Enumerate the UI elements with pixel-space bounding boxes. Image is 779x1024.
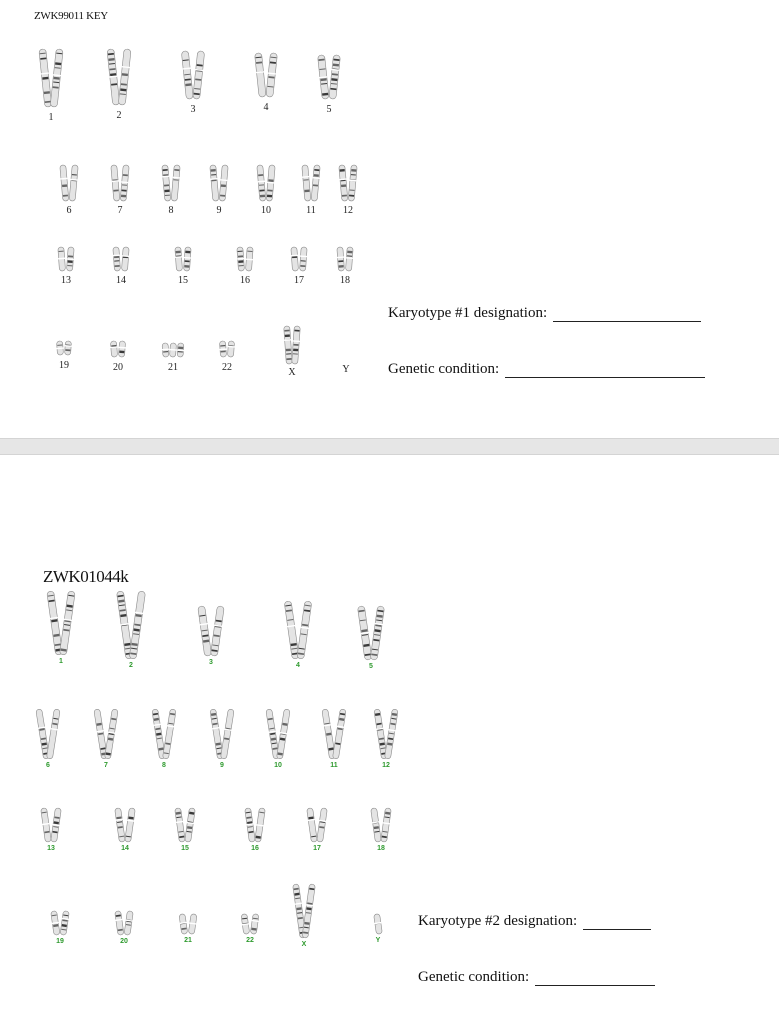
key-chromosome-pair-18 [332,246,358,272]
key-chromosome-21 [158,342,188,373]
sheet2-chromosome-3 [192,605,230,666]
key-sheet-title: ZWK99011 KEY [34,10,108,22]
sheet2-chromosome-17 [302,807,332,852]
key-chromosome-label: 20 [113,362,123,373]
key-chromosome-label: 18 [340,275,350,286]
key-chromosome-label: 10 [261,205,271,216]
sheet2-chromosome-pair-6 [32,708,64,760]
key-chromosome-pair-x [280,325,304,365]
key-chromosome-18 [332,246,358,286]
key-chromosome-label: 1 [48,112,54,123]
key-chromosome-label: 16 [240,275,250,286]
key-chromosome-17 [286,246,312,286]
sheet2-chromosome-13 [36,807,66,852]
sheet-2-title: ZWK01044k [43,567,129,586]
key-chromosome-label: 19 [59,360,69,371]
key-chromosome-8 [157,164,185,216]
condition-label-1: Genetic condition: [388,361,500,377]
sheet2-chromosome-pair-y [370,913,386,935]
sheet2-chromosome-11 [318,708,350,769]
key-chromosome-4 [249,52,283,113]
sheet2-chromosome-pair-19 [46,910,74,936]
sheet2-chromosome-label: 1 [59,658,63,665]
sheet2-chromosome-label: 8 [162,762,166,769]
key-chromosome-pair-y [336,340,356,358]
key-chromosome-label: Y [342,364,350,375]
key-chromosome-pair-2 [102,48,136,106]
key-chromosome-pair-16 [232,246,258,272]
sheet2-chromosome-label: 11 [330,762,338,769]
sheet2-chromosome-pair-20 [110,910,138,936]
sheet2-chromosome-label: 7 [104,762,108,769]
key-chromosome-14 [108,246,134,286]
condition-blank-2[interactable] [535,971,655,986]
sheet2-chromosome-label: 20 [120,938,128,945]
sheet2-chromosome-2 [112,590,150,669]
sheet2-chromosome-label: 13 [47,845,55,852]
key-chromosome-label: 3 [190,104,196,115]
key-chromosome-3 [176,50,210,115]
key-chromosome-9 [205,164,233,216]
sheet2-chromosome-pair-5 [352,605,390,661]
designation-line-1 [388,305,701,322]
key-chromosome-label: 6 [66,205,72,216]
page-separator [0,438,779,455]
sheet2-chromosome-label: 19 [56,938,64,945]
sheet2-chromosome-label: 9 [220,762,224,769]
key-chromosome-label: 11 [306,205,316,216]
sheet2-chromosome-pair-10 [262,708,294,760]
sheet2-chromosome-label: 6 [46,762,50,769]
sheet2-chromosome-pair-13 [36,807,66,843]
key-chromosome-label: 14 [116,275,126,286]
sheet2-chromosome-label: 15 [181,845,189,852]
sheet2-chromosome-label: 3 [209,659,213,666]
condition-blank-1[interactable] [505,363,705,378]
sheet2-chromosome-label: 5 [369,663,373,670]
key-chromosome-pair-5 [312,54,346,100]
key-chromosome-pair-22 [215,340,239,358]
key-chromosome-pair-13 [53,246,79,272]
designation-blank-2[interactable] [583,915,651,930]
key-chromosome-label: 2 [116,110,122,121]
key-chromosome-15 [170,246,196,286]
key-chromosome-pair-8 [157,164,185,202]
key-chromosome-12 [334,164,362,216]
sheet2-chromosome-label: 2 [129,662,133,669]
key-chromosome-pair-12 [334,164,362,202]
sheet2-chromosome-label: 10 [274,762,282,769]
sheet2-chromosome-pair-18 [366,807,396,843]
sheet2-chromosome-15 [170,807,200,852]
condition-line-1 [388,361,705,378]
key-chromosome-label: 12 [343,205,353,216]
key-chromosome-label: 21 [168,362,178,373]
sheet2-chromosome-7 [90,708,122,769]
key-chromosome-5 [312,54,346,115]
sheet2-chromosome-pair-15 [170,807,200,843]
sheet2-chromosome-pair-x [290,883,318,939]
sheet2-chromosome-pair-11 [318,708,350,760]
key-chromosome-6 [55,164,83,216]
sheet2-chromosome-label: 17 [313,845,321,852]
key-chromosome-16 [232,246,258,286]
sheet2-chromosome-label: 4 [296,662,300,669]
key-chromosome-7 [106,164,134,216]
key-chromosome-label: 13 [61,275,71,286]
sheet2-chromosome-pair-16 [240,807,270,843]
sheet2-chromosome-14 [110,807,140,852]
sheet2-chromosome-label: X [301,941,307,948]
sheet2-chromosome-pair-22 [236,913,264,935]
designation-blank-1[interactable] [553,307,701,322]
sheet2-chromosome-pair-2 [112,590,150,660]
sheet2-chromosome-label: 12 [382,762,390,769]
key-chromosome-pair-17 [286,246,312,272]
karyotype-key-sheet [0,0,779,438]
sheet2-chromosome-pair-4 [279,600,317,660]
key-chromosome-pair-9 [205,164,233,202]
key-chromosome-pair-4 [249,52,283,98]
key-chromosome-label: 7 [117,205,123,216]
key-chromosome-label: 17 [294,275,304,286]
key-chromosome-pair-7 [106,164,134,202]
key-chromosome-pair-14 [108,246,134,272]
designation-label-1: Karyotype #1 designation: [388,305,548,321]
key-chromosome-label: 22 [222,362,232,373]
sheet2-chromosome-21 [174,913,202,944]
sheet2-chromosome-x [290,883,318,948]
sheet2-chromosome-pair-17 [302,807,332,843]
key-chromosome-2 [102,48,136,121]
key-chromosome-pair-15 [170,246,196,272]
sheet2-chromosome-5 [352,605,390,670]
karyotype-sheet-2 [0,455,779,1024]
sheet2-chromosome-pair-8 [148,708,180,760]
designation-label-2: Karyotype #2 designation: [418,913,578,929]
key-chromosome-11 [297,164,325,216]
key-chromosome-label: 5 [326,104,332,115]
sheet2-chromosome-pair-9 [206,708,238,760]
sheet2-chromosome-pair-1 [42,590,80,656]
sheet2-chromosome-pair-12 [370,708,402,760]
sheet2-chromosome-label: 18 [377,845,385,852]
sheet2-chromosome-pair-3 [192,605,230,657]
key-chromosome-label: 8 [168,205,174,216]
sheet2-chromosome-pair-14 [110,807,140,843]
key-chromosome-pair-6 [55,164,83,202]
key-chromosome-y [336,340,356,375]
key-chromosome-pair-21 [158,342,188,358]
sheet2-chromosome-label: 16 [251,845,259,852]
key-chromosome-x [280,325,304,378]
sheet2-chromosome-pair-21 [174,913,202,935]
key-chromosome-pair-10 [252,164,280,202]
key-chromosome-pair-11 [297,164,325,202]
sheet2-chromosome-18 [366,807,396,852]
key-chromosome-label: 9 [216,205,222,216]
sheet2-chromosome-4 [279,600,317,669]
condition-line-2 [418,969,655,986]
key-chromosome-22 [215,340,239,373]
sheet2-chromosome-12 [370,708,402,769]
sheet2-chromosome-label: 21 [184,937,192,944]
sheet2-chromosome-8 [148,708,180,769]
sheet2-chromosome-10 [262,708,294,769]
key-chromosome-13 [53,246,79,286]
sheet2-chromosome-19 [46,910,74,945]
sheet2-chromosome-y [370,913,386,944]
sheet2-chromosome-20 [110,910,138,945]
sheet2-chromosome-1 [42,590,80,665]
key-chromosome-19 [52,340,76,371]
key-chromosome-label: X [288,367,296,378]
key-chromosome-pair-20 [106,340,130,358]
sheet2-chromosome-9 [206,708,238,769]
key-chromosome-label: 4 [263,102,269,113]
key-chromosome-pair-3 [176,50,210,100]
key-chromosome-10 [252,164,280,216]
key-chromosome-pair-1 [34,48,68,108]
sheet2-chromosome-label: 14 [121,845,129,852]
sheet2-chromosome-6 [32,708,64,769]
key-chromosome-label: 15 [178,275,188,286]
key-chromosome-20 [106,340,130,373]
sheet2-chromosome-label: Y [375,937,381,944]
key-chromosome-pair-19 [52,340,76,356]
sheet2-chromosome-22 [236,913,264,944]
sheet2-chromosome-pair-7 [90,708,122,760]
key-chromosome-1 [34,48,68,123]
sheet2-chromosome-16 [240,807,270,852]
designation-line-2 [418,913,651,930]
sheet2-chromosome-label: 22 [246,937,254,944]
condition-label-2: Genetic condition: [418,969,530,985]
